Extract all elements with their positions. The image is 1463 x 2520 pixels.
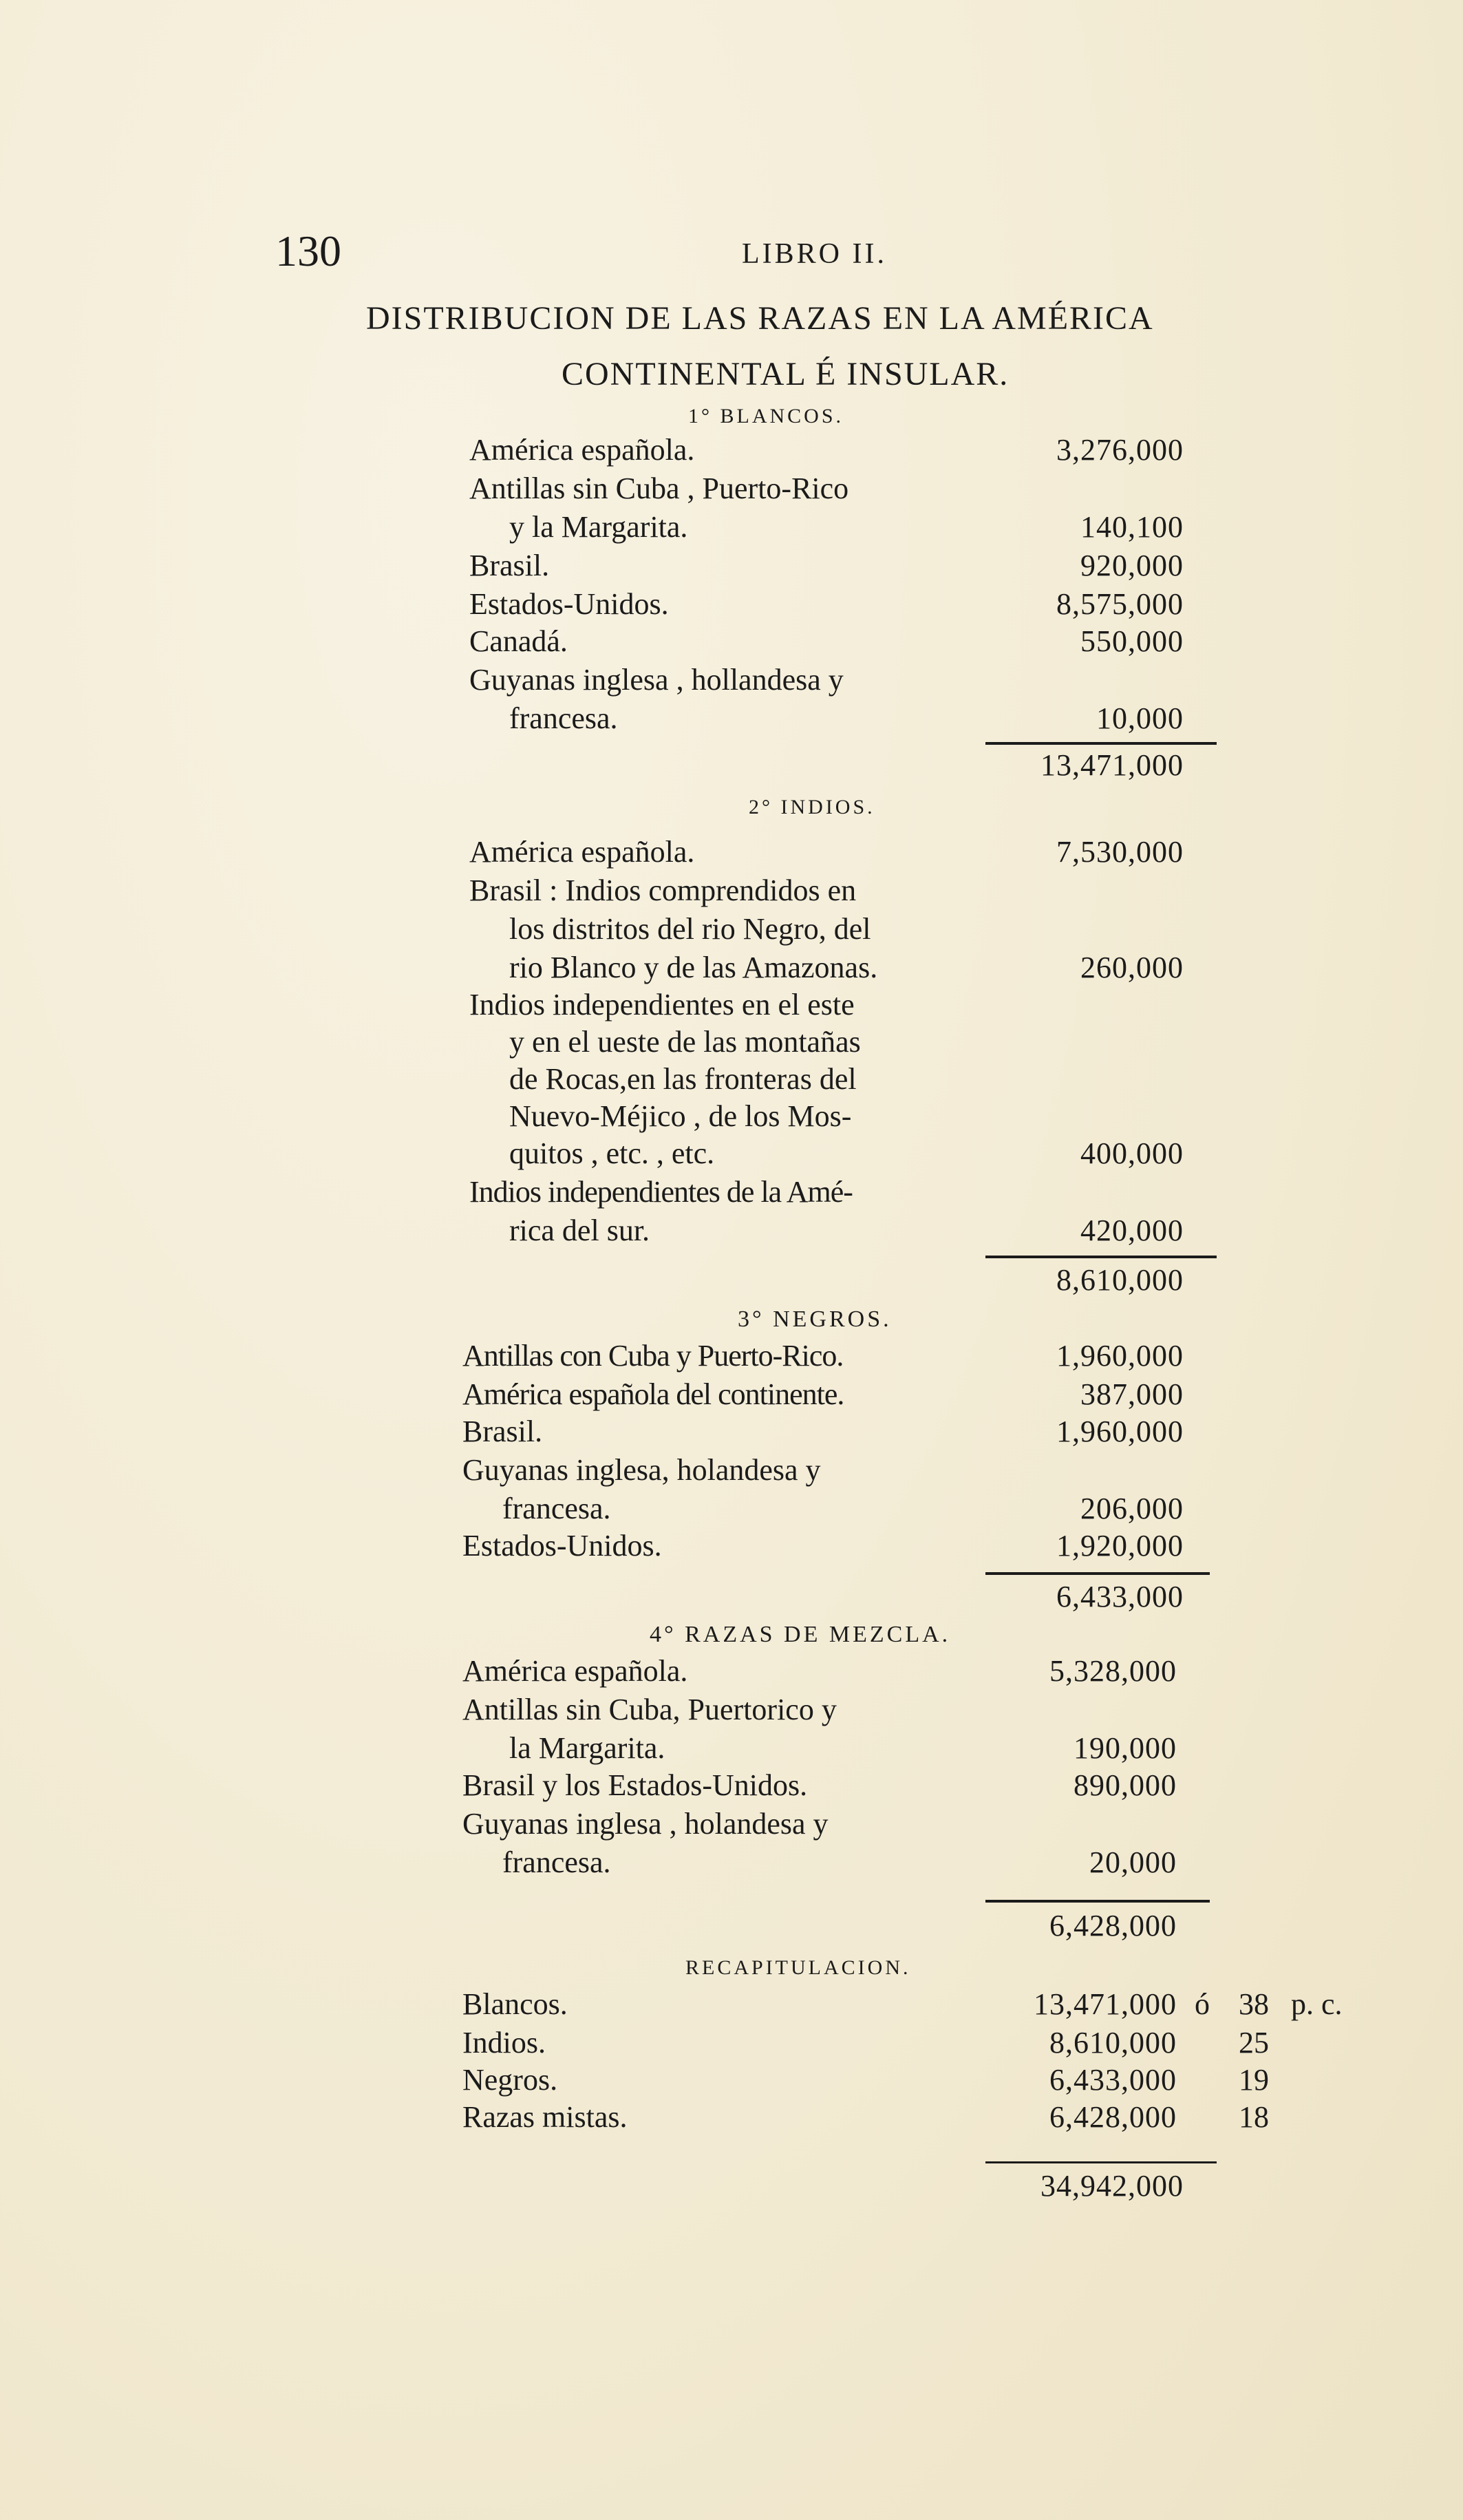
list-item: y en el ueste de las montañas (509, 1025, 861, 1059)
list-item: Razas mistas. (462, 2100, 628, 2134)
list-item: y la Margarita. (509, 510, 688, 544)
list-item: Indios independientes en el este (469, 988, 855, 1021)
value: 420,000 (1080, 1214, 1184, 1247)
list-item: América española. (469, 835, 695, 869)
list-item: quitos , etc. , etc. (509, 1136, 715, 1170)
list-item: Guyanas inglesa , hollandesa y (469, 663, 844, 697)
percent: 19 (1239, 2063, 1269, 2097)
total-rule (985, 1900, 1210, 1903)
section-heading-blancos: 1° BLANCOS. (688, 405, 844, 427)
list-item: Brasil : Indios comprendidos en (469, 873, 857, 907)
section-total-indios: 8,610,000 (1056, 1263, 1184, 1297)
section-total-blancos: 13,471,000 (1040, 748, 1184, 782)
value: 890,000 (1074, 1768, 1177, 1802)
total-rule (985, 742, 1217, 745)
list-item: de Rocas,en las fronteras del (509, 1062, 857, 1096)
value: 387,000 (1080, 1377, 1184, 1411)
list-item: la Margarita. (509, 1731, 665, 1765)
value: 5,328,000 (1049, 1654, 1177, 1688)
total-rule (985, 2161, 1217, 2163)
value: 8,610,000 (1049, 2026, 1177, 2060)
total-rule (985, 1572, 1210, 1575)
section-total-negros: 6,433,000 (1056, 1580, 1184, 1613)
section-heading-recap: RECAPITULACION. (685, 1956, 911, 1979)
list-item: los distritos del rio Negro, del (509, 912, 871, 946)
section-heading-mezcla: 4° RAZAS DE MEZCLA. (650, 1622, 951, 1647)
list-item: Brasil y los Estados-Unidos. (462, 1768, 808, 1802)
section-heading-indios: 2° INDIOS. (749, 796, 875, 818)
value: 8,575,000 (1056, 587, 1184, 621)
list-item: América española. (469, 433, 695, 467)
list-item: Brasil. (462, 1415, 543, 1448)
total-rule (985, 1256, 1217, 1258)
list-item: Guyanas inglesa, holandesa y (462, 1453, 821, 1487)
value: 1,960,000 (1056, 1415, 1184, 1448)
grand-total: 34,942,000 (1040, 2169, 1184, 2203)
percent-unit: p. c. (1291, 1987, 1343, 2021)
list-item: Canadá. (469, 624, 568, 658)
table-title-line-1: DISTRIBUCION DE LAS RAZAS EN LA AMÉRICA (366, 300, 1154, 337)
list-item: Estados-Unidos. (469, 587, 669, 621)
list-item: Antillas sin Cuba, Puertorico y (462, 1693, 837, 1726)
value: 550,000 (1080, 624, 1184, 658)
value: 206,000 (1080, 1492, 1184, 1525)
value: 1,920,000 (1056, 1529, 1184, 1563)
list-item: rio Blanco y de las Amazonas. (509, 951, 878, 984)
value: 10,000 (1096, 701, 1184, 735)
list-item: Indios. (462, 2026, 546, 2060)
value: 1,960,000 (1056, 1339, 1184, 1373)
value: 3,276,000 (1056, 433, 1184, 467)
list-item: Nuevo-Méjico , de los Mos- (509, 1099, 852, 1133)
value: 190,000 (1074, 1731, 1177, 1765)
section-total-mezcla: 6,428,000 (1049, 1909, 1177, 1942)
value: 140,100 (1080, 510, 1184, 544)
list-item: francesa. (509, 701, 618, 735)
value: 6,428,000 (1049, 2100, 1177, 2134)
value: 20,000 (1089, 1845, 1177, 1879)
value: 13,471,000 (1034, 1987, 1177, 2021)
list-item: América española del continente. (462, 1377, 844, 1411)
value: 6,433,000 (1049, 2063, 1177, 2097)
list-item: Antillas sin Cuba , Puerto-Rico (469, 472, 849, 505)
value: 7,530,000 (1056, 835, 1184, 869)
percent: 38 (1239, 1987, 1269, 2021)
value: 260,000 (1080, 951, 1184, 984)
value: 400,000 (1080, 1136, 1184, 1170)
list-item: Indios independientes de la Amé- (469, 1175, 853, 1209)
list-item: América española. (462, 1654, 688, 1688)
table-title-line-2: CONTINENTAL É INSULAR. (562, 356, 1010, 392)
conjunction: ó (1195, 1987, 1210, 2021)
percent: 18 (1239, 2100, 1269, 2134)
section-heading-negros: 3° NEGROS. (738, 1306, 892, 1332)
list-item: francesa. (502, 1845, 611, 1879)
list-item: Blancos. (462, 1987, 568, 2021)
list-item: Guyanas inglesa , holandesa y (462, 1807, 829, 1841)
list-item: Estados-Unidos. (462, 1529, 662, 1563)
running-head: LIBRO II. (742, 238, 887, 270)
page-number: 130 (275, 226, 341, 275)
list-item: Antillas con Cuba y Puerto-Rico. (462, 1339, 844, 1373)
list-item: rica del sur. (509, 1214, 650, 1247)
list-item: Brasil. (469, 549, 550, 582)
percent: 25 (1239, 2026, 1269, 2060)
list-item: Negros. (462, 2063, 558, 2097)
list-item: francesa. (502, 1492, 611, 1525)
value: 920,000 (1080, 549, 1184, 582)
